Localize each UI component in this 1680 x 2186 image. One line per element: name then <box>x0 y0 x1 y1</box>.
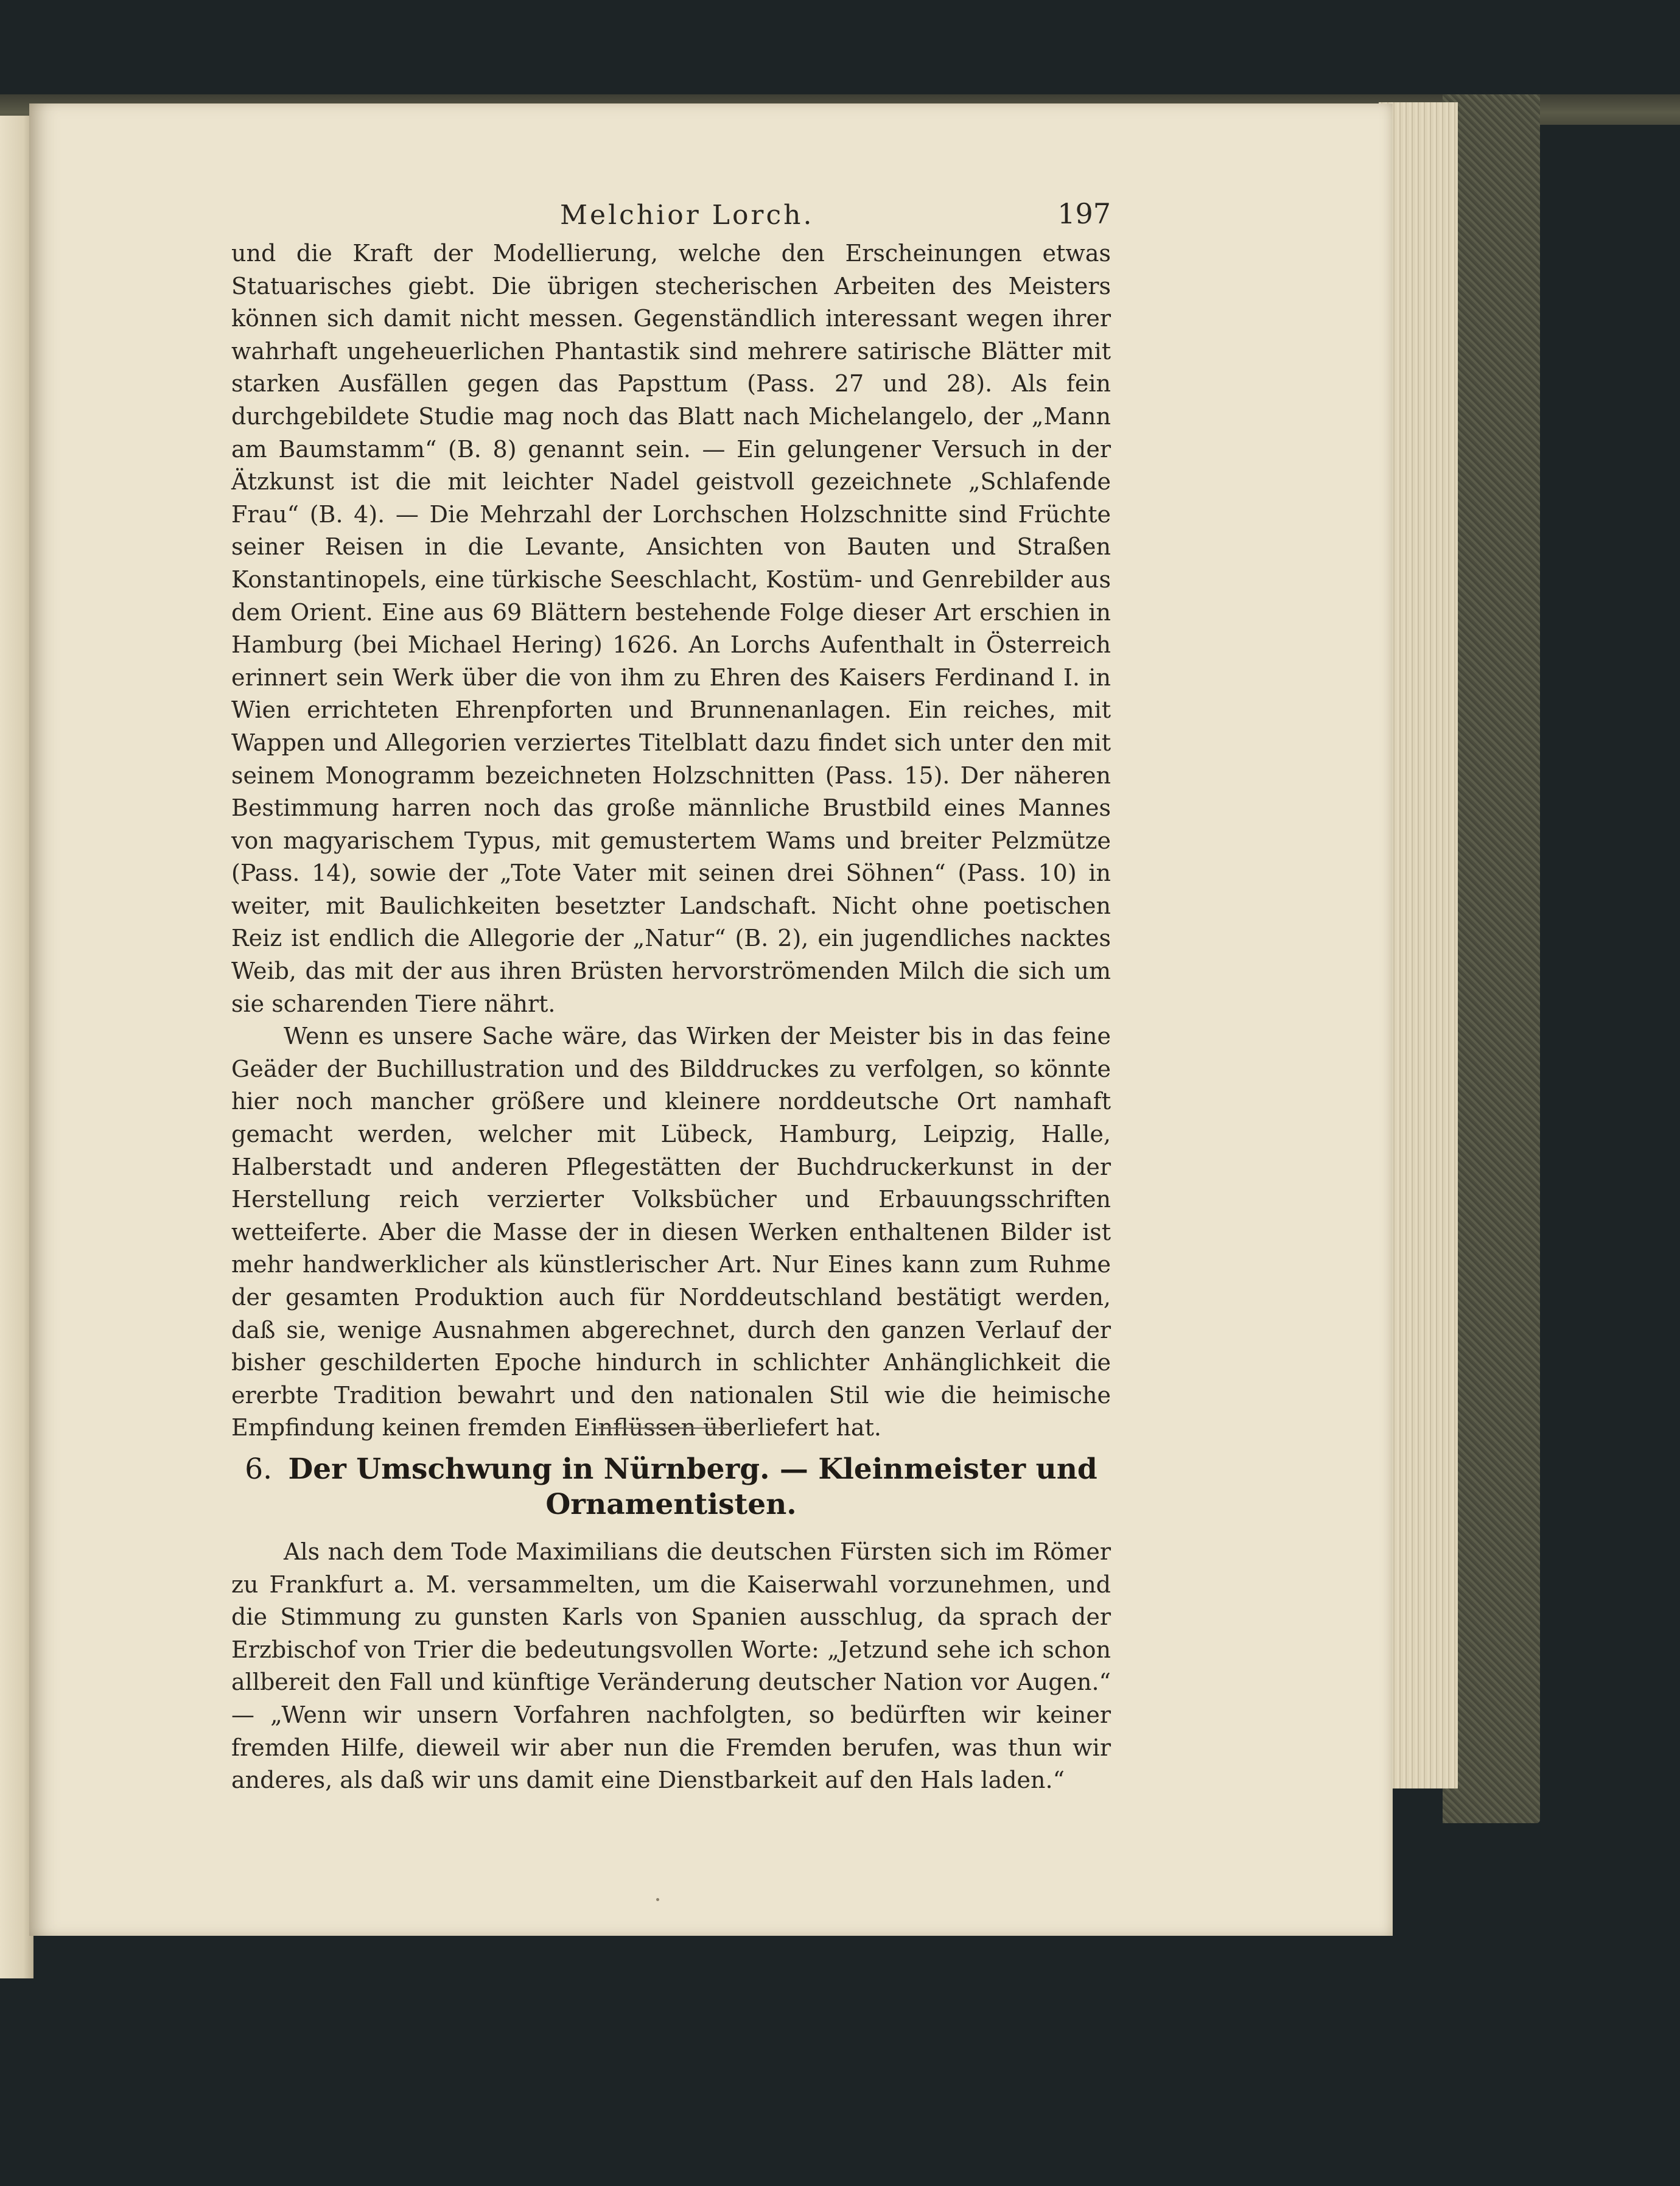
section-heading <box>231 1452 1111 1522</box>
facing-page-edge <box>0 116 33 1978</box>
paragraph-1: und die Kraft der Modellierung, welche den Erscheinungen etwas Statuarisches giebt. Die übrigen stecherischen Arbeiten des Meisters können sich damit nicht messen. Gegenständlich interessant wegen ihrer wahrhaft ungeheuerlichen Phantastik sind mehrere satirische Blätter mit starken Ausfällen gegen das Papsttum (Pass. 27 und 28). Als fein durchgebildete Studie mag noch das Blatt nach Michelangelo, der „Mann am Baumstamm“ (B. 8) genannt sein. — Ein gelungener Versuch in der Ätzkunst ist die mit leichter Nadel geistvoll gezeichnete „Schlafende Frau“ (B. 4). — Die Mehrzahl der Lorchschen Holzschnitte sind Früchte seiner Reisen in die Levante, Ansichten von Bauten und Straßen Konstantinopels, eine türkische Seeschlacht, Kostüm- und Genrebilder aus dem Orient. Eine aus 69 Blättern bestehende Folge dieser Art erschien in Hamburg (bei Michael Hering) 1626. An Lorchs Aufenthalt in Österreich erinnert sein Werk über die von ihm zu Ehren des Kaisers Ferdinand I. in Wien errichteten Ehrenpforten und Brunnenanlagen. Ein reiches, mit Wappen und Allegorien verziertes Titelblatt dazu findet sich unter den mit seinem Monogramm bezeichneten Holzschnitten (Pass. 15). Der näheren Bestimmung harren noch das große männliche Brustbild eines Mannes von magyarischem Typus, mit gemustertem Wams und breiter Pelzmütze (Pass. 14), sowie der „Tote Vater mit seinen drei Söhnen“ (Pass. 10) in weiter, mit Baulichkeiten besetzter Landschaft. Nicht ohne poetischen Reiz ist endlich die Allegorie der „Natur“ (B. 2), ein jugendliches nacktes Weib, das mit der aus ihren Brüsten hervorströmenden Milch die sich um sie scharenden Tiere nährt. <box>231 240 1111 1017</box>
body-text <box>231 237 1111 1445</box>
section-number: 6. <box>245 1452 273 1486</box>
running-head-title: Melchior Lorch. <box>560 200 814 231</box>
section-paragraph: Als nach dem Tode Maximilians die deutschen Fürsten sich im Römer zu Frankfurt a. M. versammelten, um die Kaiserwahl vorzunehmen, und die Stimmung zu gunsten Karls von Spanien ausschlug, da sprach der Erzbischof von Trier die bedeutungsvollen Worte: „Jetzund sehe ich schon allbereit den Fall und künftige Veränderung deutscher Nation vor Augen.“ — „Wenn wir unsern Vorfahren nachfolgten, so bedürften wir keiner fremden Hilfe, dieweil wir aber nun die Fremden berufen, was thun wir anderes, als daß wir uns damit eine Dienstbarkeit auf den Hals laden.“ <box>231 1538 1111 1794</box>
section-body-text <box>231 1536 1111 1797</box>
page-number: 197 <box>1057 197 1111 230</box>
paper-speck <box>656 1898 659 1901</box>
section-divider <box>597 1428 730 1429</box>
section-title: Der Umschwung in Nürnberg. — Kleinmeister und Ornamentisten. <box>288 1452 1097 1521</box>
paragraph-2: Wenn es unsere Sache wäre, das Wirken der Meister bis in das feine Geäder der Buchillustration und des Bilddruckes zu verfolgen, so könnte hier noch mancher größere und kleinere norddeutsche Ort namhaft gemacht werden, welcher mit Lübeck, Hamburg, Leipzig, Halle, Halberstadt und anderen Pflegestätten der Buchdruckerkunst in der Herstellung reich verzierter Volksbücher und Erbauungsschriften wetteiferte. Aber die Masse der in diesen Werken enthaltenen Bilder ist mehr handwerklicher als künstlerischer Art. Nur Eines kann zum Ruhme der gesamten Produktion auch für Norddeutschland bestätigt werden, daß sie, wenige Ausnahmen abgerechnet, durch den ganzen Verlauf der bisher geschilderten Epoche hindurch in schlichter Anhänglichkeit die ererbte Tradition bewahrt und den nationalen Stil wie die heimische Empfindung keinen fremden Einflüssen überliefert hat. <box>231 1023 1111 1442</box>
running-head <box>231 195 1111 237</box>
